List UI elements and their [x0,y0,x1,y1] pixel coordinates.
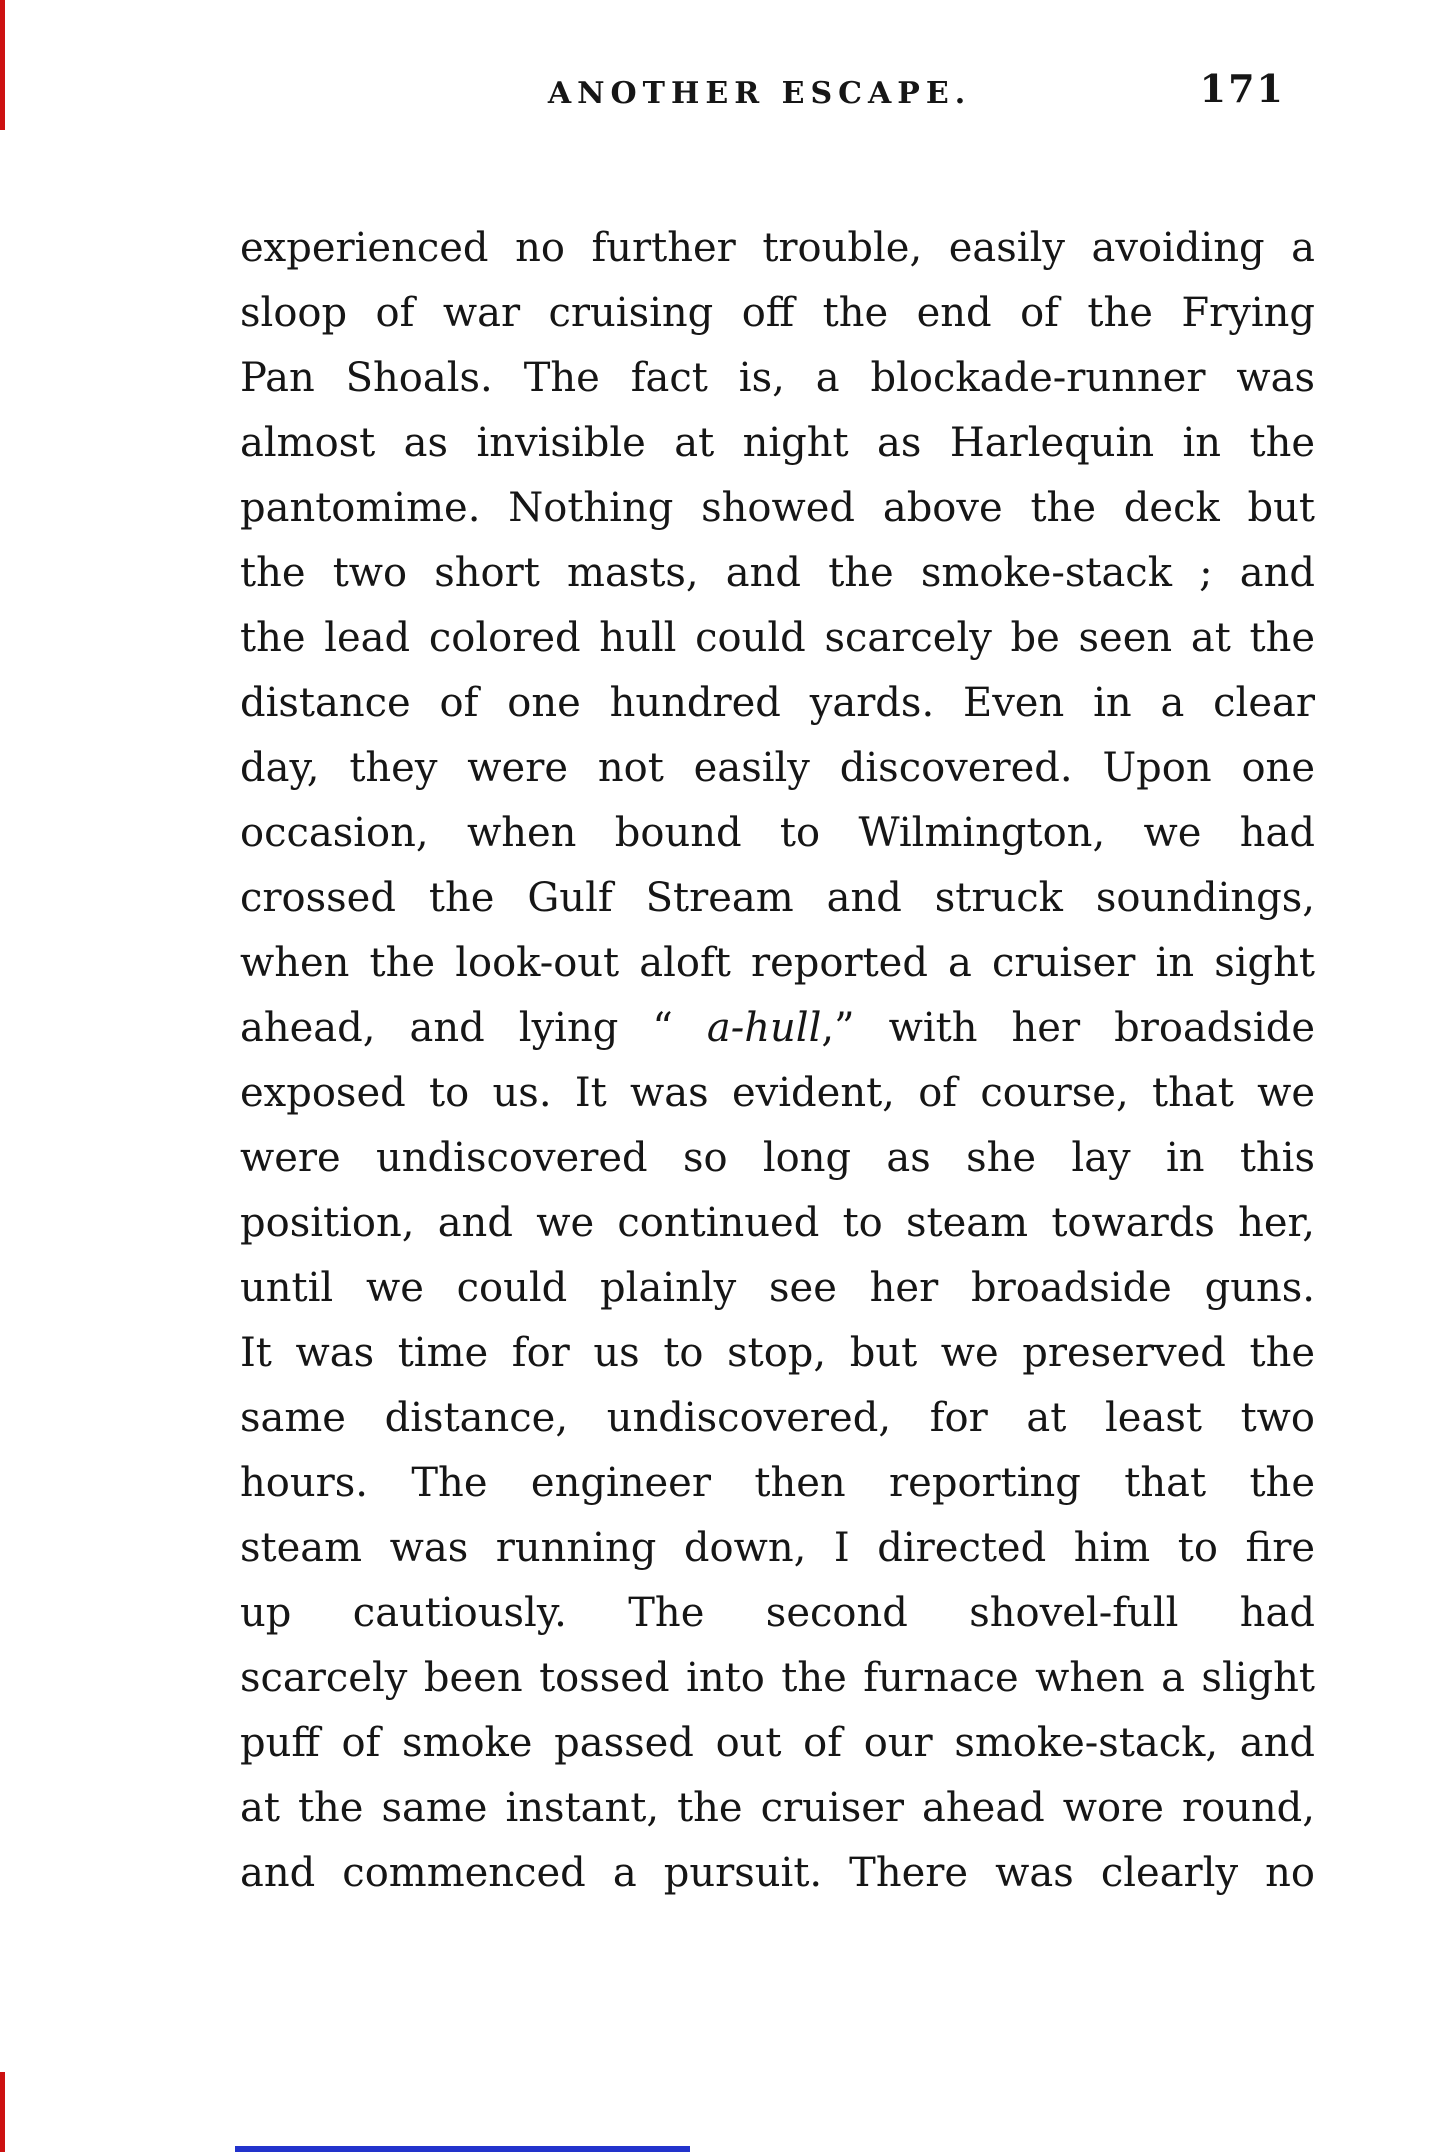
text-line: It was time for us to stop, but we preserved the [240,1330,1315,1376]
text-line: exposed to us. It was evident, of course, that we [240,1070,1315,1116]
text-line: day, they were not easily discovered. Upon one [240,745,1315,791]
scan-artifact-top-left [0,0,5,130]
running-header: ANOTHER ESCAPE. [547,76,972,111]
text-line: almost as invisible at night as Harlequin in the [240,420,1315,466]
text-line: steam was running down, I directed him to fire [240,1525,1315,1571]
text-line: same distance, undiscovered, for at least two [240,1395,1315,1441]
text-line: position, and we continued to steam towards her, [240,1200,1315,1246]
text-line: crossed the Gulf Stream and struck soundings, [240,875,1315,921]
text-line: scarcely been tossed into the furnace when a slight [240,1655,1315,1701]
page-header [240,66,1315,126]
text-line: the two short masts, and the smoke-stack ; and [240,550,1315,596]
text-line: Pan Shoals. The fact is, a blockade-runner was [240,355,1315,401]
text-line: puff of smoke passed out of our smoke-stack, and [240,1720,1315,1766]
text-line: hours. The engineer then reporting that the [240,1460,1315,1506]
text-line: when the look-out aloft reported a cruiser in sight [240,940,1315,986]
text-line: until we could plainly see her broadside guns. [240,1265,1315,1311]
scan-artifact-bottom-blue [235,2146,690,2152]
body-text [240,216,1315,1906]
text-line: and commenced a pursuit. There was clearly no [240,1850,1315,1896]
text-line: occasion, when bound to Wilmington, we had [240,810,1315,856]
text-line: experienced no further trouble, easily avoiding a [240,225,1315,271]
scan-artifact-bottom-left [0,2072,5,2152]
text-line: pantomime. Nothing showed above the deck but [240,485,1315,531]
text-line: at the same instant, the cruiser ahead wore round, [240,1785,1315,1831]
text-line: sloop of war cruising off the end of the Frying [240,290,1315,336]
text-line: were undiscovered so long as she lay in this [240,1135,1315,1181]
text-line: the lead colored hull could scarcely be seen at the [240,615,1315,661]
text-line: up cautiously. The second shovel-full had [240,1590,1315,1636]
page-number: 171 [1199,66,1285,111]
text-line: ahead, and lying “ a-hull,” with her broadside [240,1005,1315,1051]
text-line: distance of one hundred yards. Even in a clear [240,680,1315,726]
